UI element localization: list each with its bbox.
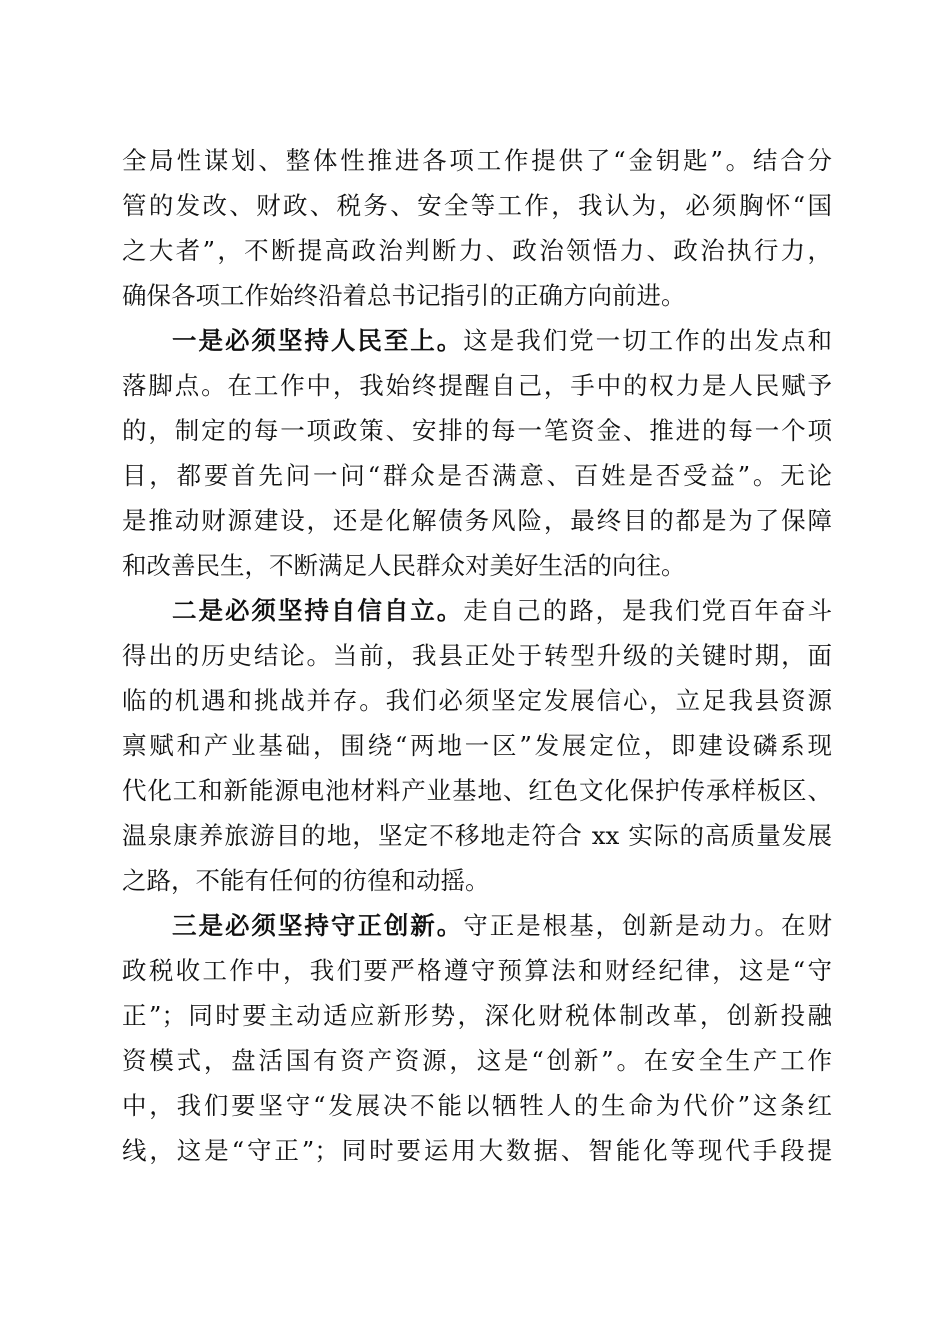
body-line: 全局性谋划、整体性推进各项工作提供了“金钥匙”。结合分 [122, 146, 832, 175]
body-line: 之路，不能有任何的彷徨和动摇。 [122, 866, 490, 895]
paragraph-first-line [172, 319, 832, 363]
body-line: 的，制定的每一项政策、安排的每一笔资金、推进的每一个项 [122, 416, 832, 445]
body-line: 之大者”，不断提高政治判断力、政治领悟力、政治执行力， [122, 236, 832, 265]
paragraph-text: 走自己的路，是我们党百年奋斗 [463, 596, 833, 625]
body-line: 正”；同时要主动适应新形势，深化财税体制改革，创新投融 [122, 1001, 832, 1030]
body-line: 资模式，盘活国有资产资源，这是“创新”。在安全生产工作 [122, 1046, 832, 1075]
body-line: 线，这是“守正”；同时要运用大数据、智能化等现代手段提 [122, 1136, 832, 1165]
body-line: 管的发改、财政、税务、安全等工作，我认为，必须胸怀“国 [122, 191, 832, 220]
paragraph-text: 守正是根基，创新是动力。在财 [463, 911, 833, 940]
paragraph-first-line [172, 589, 832, 633]
paragraph-lead: 三是必须坚持守正创新。 [172, 911, 464, 940]
body-line: 温泉康养旅游目的地，坚定不移地走符合 xx 实际的高质量发展 [122, 821, 832, 850]
body-line: 临的机遇和挑战并存。我们必须坚定发展信心，立足我县资源 [122, 686, 832, 715]
body-line: 确保各项工作始终沿着总书记指引的正确方向前进。 [122, 281, 686, 310]
body-line: 落脚点。在工作中，我始终提醒自己，手中的权力是人民赋予 [122, 371, 832, 400]
paragraph-text: 这是我们党一切工作的出发点和 [463, 326, 833, 355]
body-line: 和改善民生，不断满足人民群众对美好生活的向往。 [122, 551, 686, 580]
body-line: 代化工和新能源电池材料产业基地、红色文化保护传承样板区、 [122, 776, 832, 805]
paragraph-lead: 二是必须坚持自信自立。 [172, 596, 464, 625]
body-line: 禀赋和产业基础，围绕“两地一区”发展定位，即建设磷系现 [122, 731, 832, 760]
body-line: 目，都要首先问一问“群众是否满意、百姓是否受益”。无论 [122, 461, 832, 490]
paragraph-first-line [172, 904, 832, 948]
body-line: 政税收工作中，我们要严格遵守预算法和财经纪律，这是“守 [122, 956, 832, 985]
paragraph-lead: 一是必须坚持人民至上。 [172, 326, 464, 355]
body-line: 中，我们要坚守“发展决不能以牺牲人的生命为代价”这条红 [122, 1091, 832, 1120]
body-line: 得出的历史结论。当前，我县正处于转型升级的关键时期，面 [122, 641, 832, 670]
body-line: 是推动财源建设，还是化解债务风险，最终目的都是为了保障 [122, 506, 832, 535]
